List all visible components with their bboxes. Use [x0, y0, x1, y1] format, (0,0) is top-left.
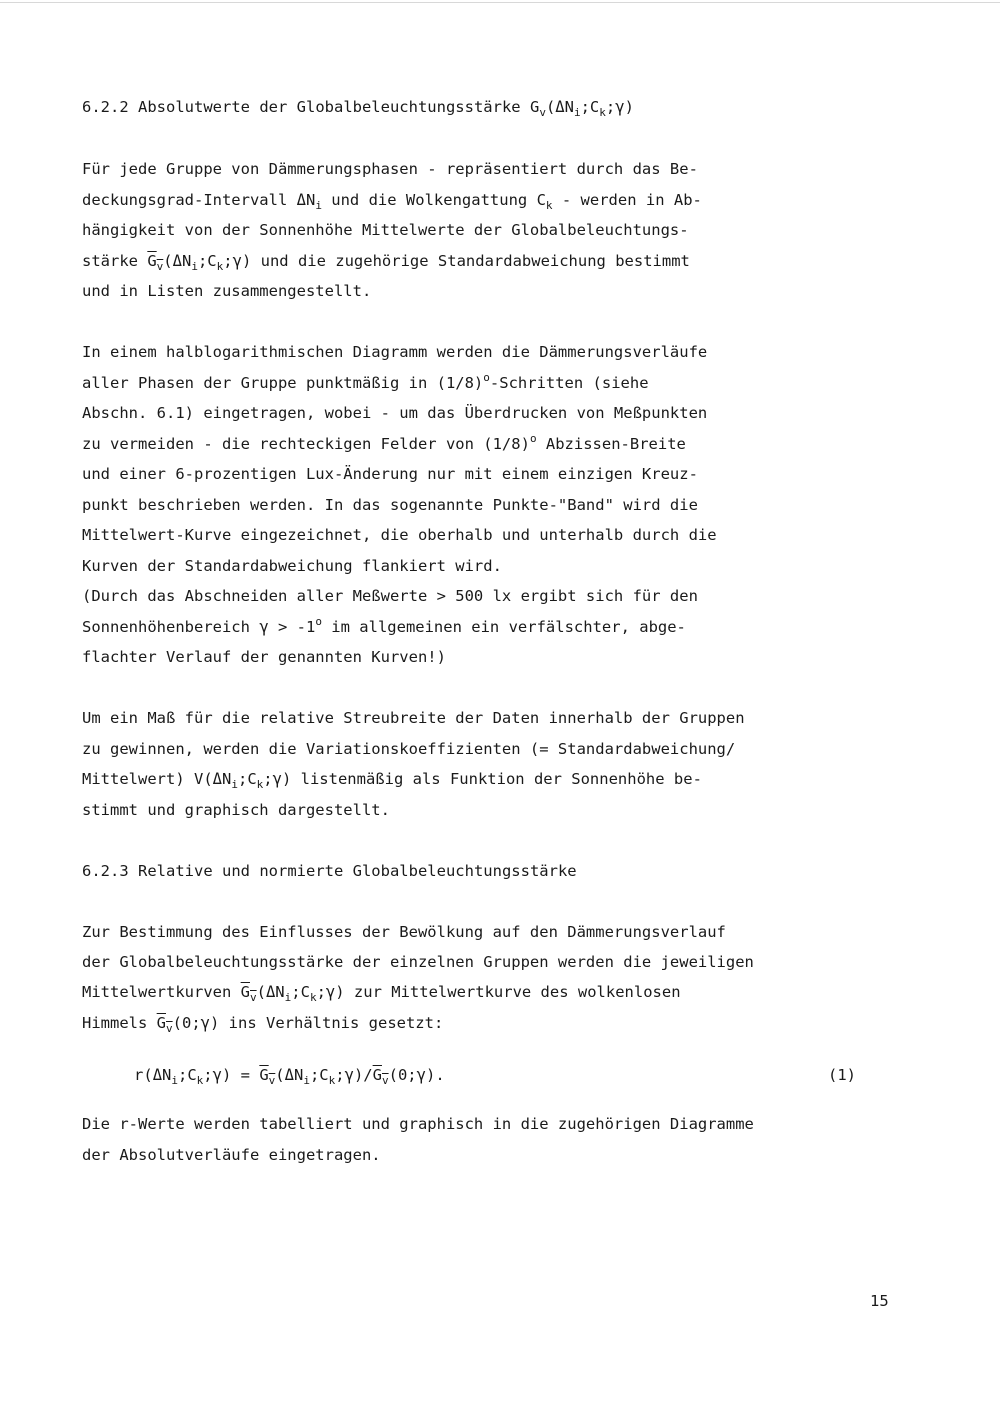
equation-1: $r(\Delta N_i;C_k;\gamma)$ = $G_v(\Delta N_i;C_k;\gamma)/G_v(0;\gamma)$. [134, 1066, 445, 1087]
p2-line-8: Kurven der Standardabweichung flankiert wird. [82, 557, 502, 575]
p3-line-1: Um ein Maß für die relative Streubreite der Daten innerhalb der Gruppen [82, 709, 745, 727]
p2-line-3: Abschn. 6.1) eingetragen, wobei - um das Überdrucken von Meßpunkten [82, 404, 708, 422]
p2-line-1: In einem halblogarithmischen Diagramm werden die Dämmerungsverläufe [82, 343, 708, 361]
p2-line-6: punkt beschrieben werden. In das sogenannte Punkte-"Band" wird die [82, 496, 698, 514]
p4-line-1: Zur Bestimmung des Einflusses der Bewölkung auf den Dämmerungsverlauf [82, 923, 726, 941]
p3-line-2: zu gewinnen, werden die Variationskoeffizienten (= Standardabweichung/ [82, 740, 736, 758]
p1-line-3: hängigkeit von der Sonnenhöhe Mittelwerte der Globalbeleuchtungs- [82, 221, 689, 239]
p2-line-9: (Durch das Abschneiden aller Meßwerte > 500 lx ergibt sich für den [82, 587, 698, 605]
p5-line-2: der Absolutverläufe eingetragen. [82, 1146, 381, 1164]
p1-line-5: und in Listen zusammengestellt. [82, 282, 372, 300]
p5-line-1: Die r-Werte werden tabelliert und graphisch in die zugehörigen Diagramme [82, 1115, 754, 1133]
p3-line-3: Mittelwert) $V(\Delta N_i;C_k;\gamma)$ listenmäßig als Funktion der Sonnenhöhe be- [82, 770, 702, 791]
symbol-g-v-heading: $G_v(\Delta N_i;C_k;\gamma)$ [529, 98, 634, 119]
symbol-v-coefficient: $V(\Delta N_i;C_k;\gamma)$ [193, 770, 292, 791]
symbol-mean-g-v-clear: $G_v(0;\gamma)$ [156, 1014, 220, 1035]
p2-line-11: flachter Verlauf der genannten Kurven!) [82, 648, 446, 666]
p1-line-1: Für jede Gruppe von Dämmerungsphasen - repräsentiert durch das Be- [82, 160, 698, 178]
p2-line-10: Sonnenhöhenbereich $\gamma > -1^o$ im allgemeinen ein verfälschter, abge- [82, 615, 686, 636]
equation-number: (1) [828, 1066, 856, 1084]
p4-line-3: Mittelwertkurven $G_v(\Delta N_i;C_k;\gamma)$ zur Mittelwertkurve des wolkenlosen [82, 983, 681, 1004]
section-heading-622: 6.2.2 Absolutwerte der Globalbeleuchtungsstärke $G_v(\Delta N_i;C_k;\gamma)$ [82, 98, 634, 119]
p2-line-5: und einer 6-prozentigen Lux-Änderung nur mit einem einzigen Kreuz- [82, 465, 698, 483]
p1-line-2: deckungsgrad-Intervall $\Delta N_i$ und die Wolkengattung $C_k$ - werden in Ab- [82, 191, 702, 212]
p4-line-2: der Globalbeleuchtungsstärke der einzelnen Gruppen werden die jeweiligen [82, 953, 754, 971]
section-heading-623: 6.2.3 Relative und normierte Globalbeleuchtungsstärke [82, 862, 577, 880]
p2-line-7: Mittelwert-Kurve eingezeichnet, die oberhalb und unterhalb durch die [82, 526, 717, 544]
symbol-c-k: $C_k$ [536, 191, 553, 212]
scan-top-rule [0, 2, 1000, 3]
p1-line-4: stärke $G_v(\Delta N_i;C_k;\gamma)$ und die zugehörige Standardabweichung bestimmt [82, 252, 690, 273]
symbol-mean-g-v-2: $G_v(\Delta N_i;C_k;\gamma)$ [240, 983, 345, 1004]
symbol-delta-n-i: $\Delta N_i$ [296, 191, 322, 212]
p2-line-4: zu vermeiden - die rechteckigen Felder von $(1/8)^o$ Abzissen-Breite [82, 432, 686, 453]
p2-line-2: aller Phasen der Gruppe punktmäßig in $(1/8)^o$-Schritten (siehe [82, 371, 649, 392]
p4-line-4: Himmels $G_v(0;\gamma)$ ins Verhältnis gesetzt: [82, 1014, 444, 1035]
p3-line-4: stimmt und graphisch dargestellt. [82, 801, 390, 819]
symbol-mean-g-v: $G_v(\Delta N_i;C_k;\gamma)$ [147, 252, 252, 273]
page-number: 15 [870, 1292, 889, 1310]
